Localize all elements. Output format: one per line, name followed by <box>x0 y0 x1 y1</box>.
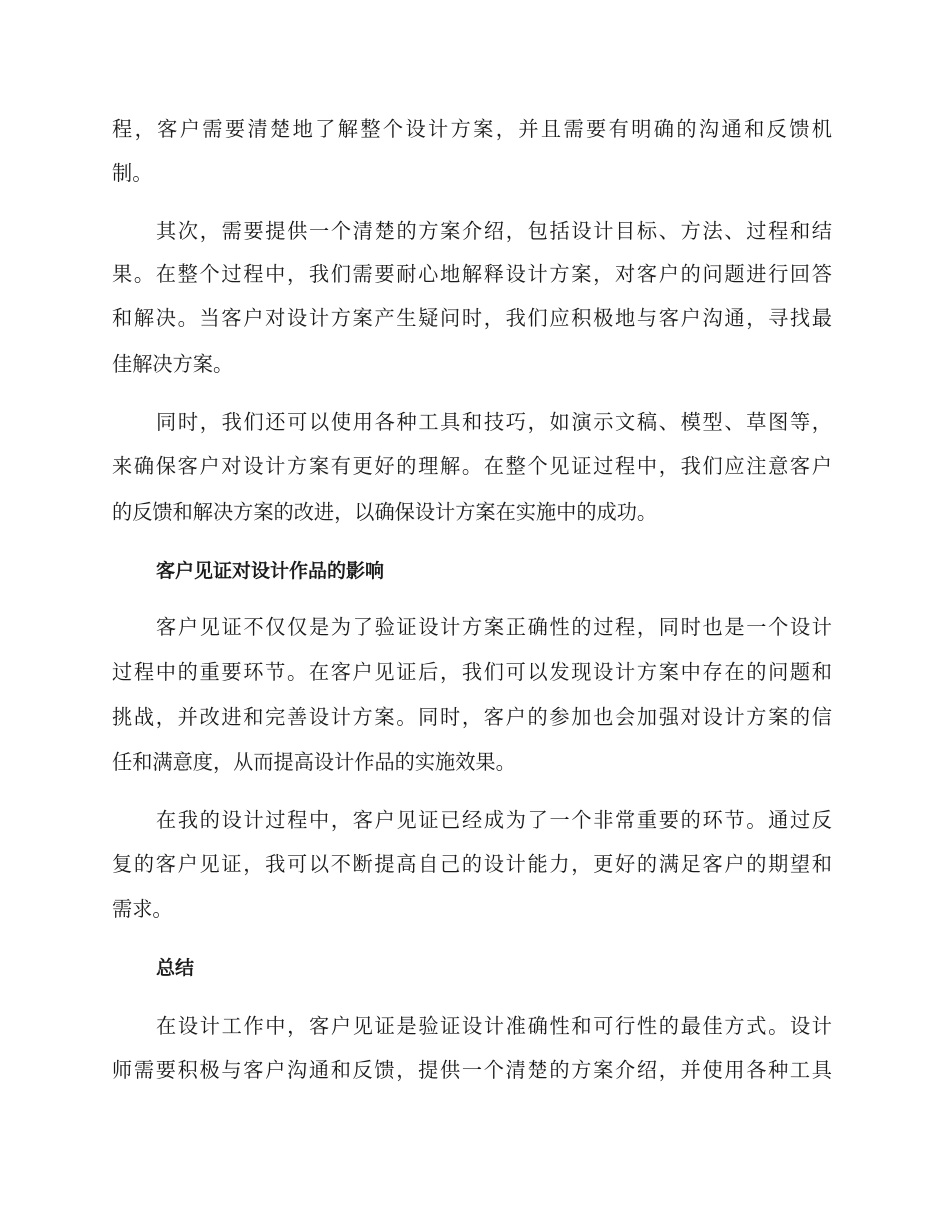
paragraph-line: 在我的设计过程中，客户见证已经成为了一个非常重要的环节。通过反 <box>156 808 832 832</box>
paragraph-line: 挑战，并改进和完善设计方案。同时，客户的参加也会加强对设计方案的信 <box>112 705 832 729</box>
paragraph-line: 师需要积极与客户沟通和反馈，提供一个清楚的方案介绍，并使用各种工具 <box>112 1058 832 1082</box>
paragraph-line: 果。在整个过程中，我们需要耐心地解释设计方案，对客户的问题进行回答 <box>112 262 832 286</box>
paragraph-line: 需求。 <box>112 897 173 921</box>
paragraph-line: 佳解决方案。 <box>112 352 234 376</box>
paragraph-line: 的反馈和解决方案的改进，以确保设计方案在实施中的成功。 <box>112 500 658 524</box>
paragraph-line: 其次，需要提供一个清楚的方案介绍，包括设计目标、方法、过程和结 <box>156 219 832 243</box>
paragraph-line: 同时，我们还可以使用各种工具和技巧，如演示文稿、模型、草图等， <box>156 410 832 434</box>
paragraph-line: 在设计工作中，客户见证是验证设计准确性和可行性的最佳方式。设计 <box>156 1014 832 1038</box>
paragraph-line: 制。 <box>112 161 153 185</box>
paragraph-line: 复的客户见证，我可以不断提高自己的设计能力，更好的满足客户的期望和 <box>112 852 832 876</box>
section-heading: 总结 <box>156 957 195 979</box>
paragraph-line: 程，客户需要清楚地了解整个设计方案，并且需要有明确的沟通和反馈机 <box>112 117 832 141</box>
paragraph-line: 任和满意度，从而提高设计作品的实施效果。 <box>112 750 516 774</box>
paragraph-line: 客户见证不仅仅是为了验证设计方案正确性的过程，同时也是一个设计 <box>156 615 832 639</box>
paragraph-line: 过程中的重要环节。在客户见证后，我们可以发现设计方案中存在的问题和 <box>112 660 832 684</box>
section-heading: 客户见证对设计作品的影响 <box>156 560 385 582</box>
paragraph-line: 和解决。当客户对设计方案产生疑问时，我们应积极地与客户沟通，寻找最 <box>112 306 832 330</box>
paragraph-line: 来确保客户对设计方案有更好的理解。在整个见证过程中，我们应注意客户 <box>112 454 832 478</box>
